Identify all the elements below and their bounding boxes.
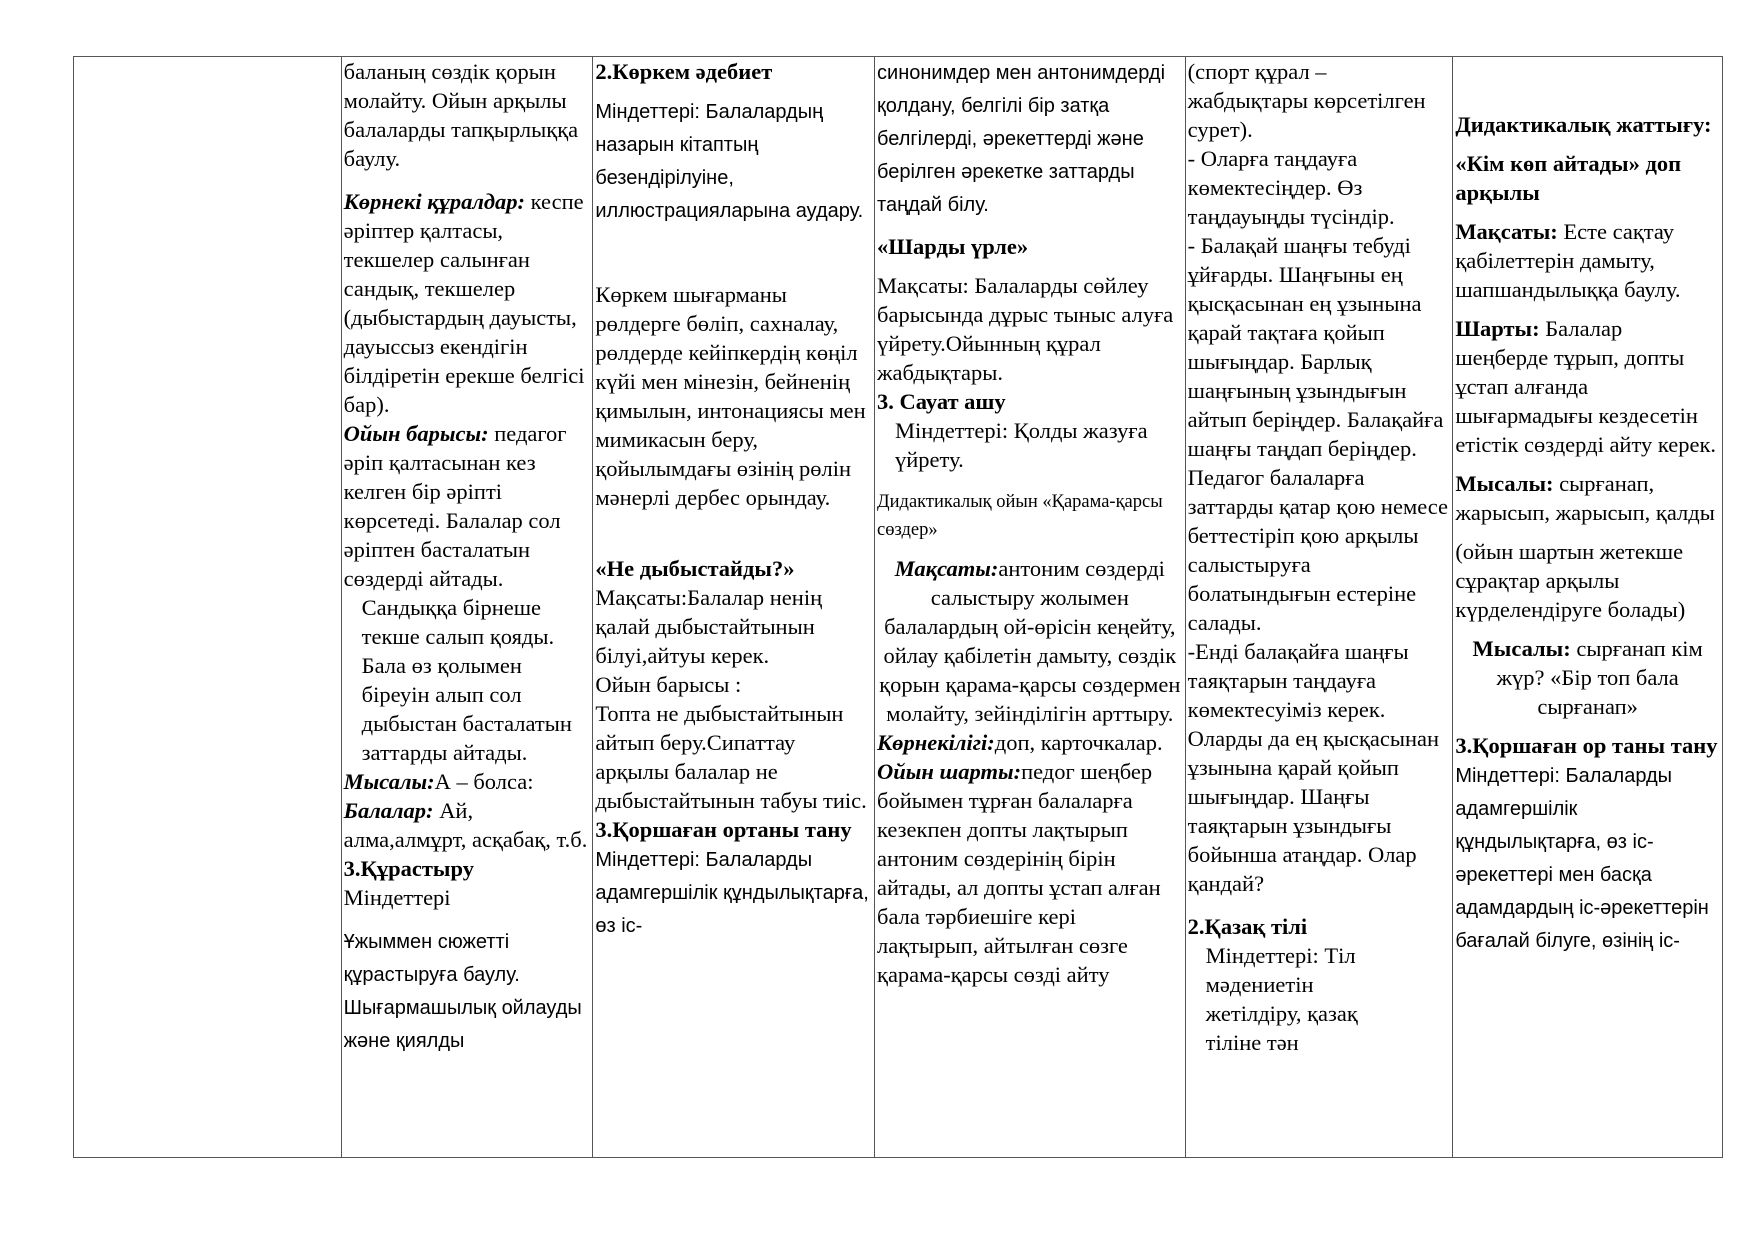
col3-section-title: 3. Сауат ашу xyxy=(877,389,1006,414)
col1-section-title: 3.Құрастыру xyxy=(343,856,474,881)
col1-game-text2: Сандыққа бірнеше текше салып қояды. Бала өз қолымен біреуін алып сол дыбыстан басталатын заттарды айтады. xyxy=(361,595,572,765)
col2-section3-tasks: Міндеттері: Балаларды адамгершілік құндылықтарға, өз іс- xyxy=(595,849,869,937)
col5-goal-label: Мақсаты: xyxy=(1455,219,1558,244)
column-2 xyxy=(593,57,875,1157)
col1-tasks-text: Ұжыммен сюжетті құрастыруға баулу. Шығармашылық ойлауды және қиялды xyxy=(343,931,582,1052)
col2-process: Топта не дыбыстайтынын айтып беру.Сипаттау арқылы балалар не дыбыстайтынын табуы тиіс. xyxy=(595,701,867,813)
col5-cond-text: Балалар шеңберде тұрып, допты ұстап алғанда шығармадығы кездесетін етістік сөздерді айту керек. xyxy=(1455,316,1717,457)
empty-first-column xyxy=(74,57,342,1157)
col3-goal: Мақсаты: Балаларды сөйлеу барысында дұрыс тыныс алуға үйрету.Ойынның құрал жабдықтары. xyxy=(877,273,1174,385)
col2-tasks: Міндеттері: Балалардың назарын кітаптың безендірілуіне, иллюстрацияларына аудару. xyxy=(595,101,864,222)
column-3 xyxy=(875,57,1186,1157)
col2-para: Көркем шығарманы рөлдерге бөліп, сахналау, рөлдерде кейіпкердің көңіл күйі мен мінезін, бейненің қимылын, интонациясы мен мимикасын беру, қойылымдағы өзінің рөлін мәнерлі дербес орындау. xyxy=(595,282,866,510)
col1-game-text: педагог әріп қалтасынан кез келген бір әріпті көрсетеді. Балалар сол әріптен басталатын сөздерді айтады. xyxy=(343,421,567,591)
col3-visual xyxy=(877,728,1183,757)
col3-cond xyxy=(877,757,1183,989)
col3-cond-text: педог шеңбер бойымен тұрған балаларға кезекпен допты лақтырып антоним сөздерінің бірін айтады, ал допты ұстап алған бала тәрбиешіге кері лақтырып, айтылған сөзге қарама-қарсы сөзді айту xyxy=(877,759,1161,987)
col5-example2 xyxy=(1455,634,1720,721)
col5-ex-label: Мысалы: xyxy=(1455,471,1554,496)
col1-visuals xyxy=(344,187,591,419)
col1-children-label: Балалар: xyxy=(343,798,434,823)
col1-example xyxy=(344,767,591,796)
col2-section3-title: 3.Қоршаған ортаны тану xyxy=(595,817,852,842)
col2-game-title: «Не дыбыстайды?» xyxy=(595,556,795,581)
col1-children xyxy=(344,796,591,854)
col5-ex2-label: Мысалы: xyxy=(1472,636,1571,661)
column-1 xyxy=(342,57,594,1157)
col1-children-text: Ай, алма,алмұрт, асқабақ, т.б. xyxy=(343,798,588,852)
col4-line-4: -Енді балақайға шаңғы таяқтарын таңдауға көмектесуіміз керек. Оларды да ең қысқасынан ұзынына қарай қойып шығыңдар. Шаңғы таяқтарын ұзындығы бойынша атаңдар. Олар қандай? xyxy=(1187,639,1440,896)
col5-did-title: Дидактикалық жаттығу: xyxy=(1455,112,1712,137)
col3-did-game: Дидактикалық ойын «Қарама-қарсы сөздер» xyxy=(877,492,1163,540)
col3-goal2 xyxy=(877,554,1183,728)
col5-cond-label: Шарты: xyxy=(1455,316,1540,341)
col1-game-label: Ойын барысы: xyxy=(343,421,489,446)
col5-ex2-text: сырғанап кім жүр? «Бір топ бала сырғанап» xyxy=(1496,636,1703,719)
col1-example-label: Мысалы: xyxy=(343,769,435,794)
col3-visual-text: доп, карточкалар. xyxy=(994,730,1163,755)
col5-game-title: «Кім көп айтады» доп арқылы xyxy=(1455,151,1682,205)
col4-tasks: Міндеттері: Тіл мәдениетін жетілдіру, қазақ тіліне тән xyxy=(1205,943,1358,1055)
col4-intro: (спорт құрал – жабдықтары көрсетілген сурет). xyxy=(1187,59,1426,142)
col4-section-title: 2.Қазақ тілі xyxy=(1187,914,1308,939)
col5-goal-text: Есте сақтау қабілеттерін дамыту, шапшандылыққа баулу. xyxy=(1455,219,1681,302)
col3-intro: синонимдер мен антонимдерді қолдану, белгілі бір затқа белгілерді, әрекеттерді және берілген әрекетке заттарды таңдай білу. xyxy=(877,62,1166,216)
col4-line-1: - Оларға таңдауға көмектесіңдер. Өз таңдауыңды түсіндір. xyxy=(1187,146,1395,229)
col1-example-text: А – болса: xyxy=(434,769,534,794)
col5-tasks: Міндеттері: Балаларды адамгершілік құндылықтарға, өз іс-әрекеттері мен басқа адамдардың іс-әрекеттерін бағалай білуге, өзінің іс- xyxy=(1455,765,1709,952)
col5-goal xyxy=(1455,217,1720,304)
col3-goal2-label: Мақсаты: xyxy=(894,556,999,581)
lesson-plan-table xyxy=(73,56,1723,1158)
col1-game xyxy=(344,419,591,593)
col5-example xyxy=(1455,469,1720,527)
col3-goal2-text: антоним сөздерді салыстыру жолымен балалардың ой-өрісін кеңейту, ойлау қабілетін дамыту, сөздік қорын қарама-қарсы сөздермен молайту, зейінділігін арттыру. xyxy=(879,556,1181,726)
col2-section-title: 2.Көркем әдебиет xyxy=(595,59,773,84)
col1-visuals-label: Көрнекі құралдар: xyxy=(343,189,526,214)
col2-process-label: Ойын барысы : xyxy=(595,672,742,697)
column-5 xyxy=(1453,57,1722,1157)
col4-line-2: - Балақай шаңғы тебуді ұйғарды. Шаңғыны ең қысқасынан ең ұзынына қарай тақтаға қойып шығыңдар. Барлық шаңғының ұзындығын айтып беріңдер. Балақайға шаңғы таңдап беріңдер. xyxy=(1187,233,1444,461)
col5-ex-text: сырғанап, жарысып, жарысып, қалды xyxy=(1455,471,1715,525)
column-4 xyxy=(1186,57,1454,1157)
col5-section-title: 3.Қоршаған ор таны тану xyxy=(1455,733,1718,758)
col1-intro: баланың сөздік қорын молайту. Ойын арқылы балаларды тапқырлыққа баулу. xyxy=(343,59,579,171)
col1-tasks-label: Міндеттері xyxy=(343,885,451,910)
col1-visuals-text: кеспе әріптер қалтасы, текшелер салынған сандық, текшелер (дыбыстардың дауысты, дауыссыз екендігін білдіретін ерекше белгісі бар). xyxy=(343,189,585,417)
col4-line-3: Педагог балаларға заттарды қатар қою немесе беттестіріп қою арқылы салыстыруға болатындығын естеріне салады. xyxy=(1187,465,1448,635)
col3-tasks: Міндеттері: Қолды жазуға үйрету. xyxy=(895,418,1148,472)
col5-cond xyxy=(1455,314,1720,459)
col2-goal: Мақсаты:Балалар ненің қалай дыбыстайтынын білуі,айтуы керек. xyxy=(595,585,823,668)
col3-visual-label: Көрнекілігі: xyxy=(877,730,995,755)
col5-note: (ойын шартын жетекше сұрақтар арқылы күрделендіруге болады) xyxy=(1455,539,1686,622)
col3-game-title: «Шарды үрле» xyxy=(877,234,1029,259)
col3-cond-label: Ойын шарты: xyxy=(877,759,1022,784)
